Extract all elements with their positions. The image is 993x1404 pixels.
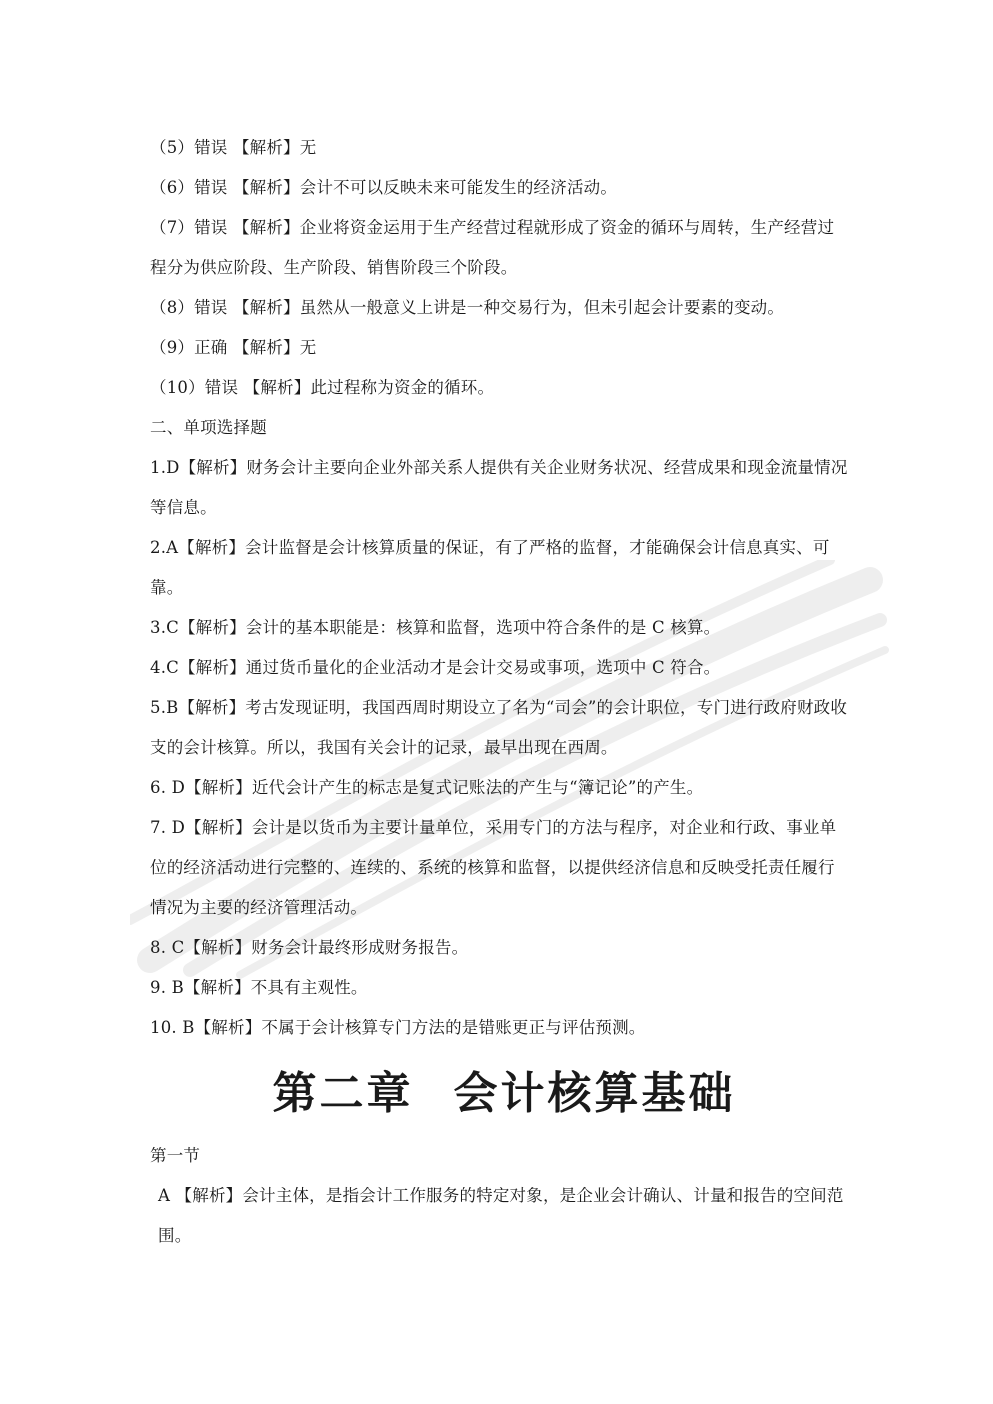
choice-answer-2: 2.A【解析】会计监督是会计核算质量的保证，有了严格的监督，才能确保会计信息真实、可靠。 (150, 538, 830, 597)
section-heading-first: 第一节 (150, 1146, 201, 1165)
choice-answer-4: 4.C【解析】通过货币量化的企业活动才是会计交易或事项，选项中 C 符合。 (150, 658, 721, 677)
section-heading-single-choice: 二、单项选择题 (150, 418, 267, 437)
chapter-title: 会计核算基础 (453, 1068, 736, 1119)
judgment-answer-10: （10）错误 【解析】此过程称为资金的循环。 (150, 378, 495, 397)
choice-answer-7: 7. D【解析】会计是以货币为主要计量单位，采用专门的方法与程序，对企业和行政、事业单位的经济活动进行完整的、连续的、系统的核算和监督，以提供经济信息和反映受托责任履行情况为主要的经济管理活动。 (150, 818, 837, 917)
judgment-answer-9: （9）正确 【解析】无 (150, 338, 317, 357)
judgment-answer-7: （7）错误 【解析】企业将资金运用于生产经营过程就形成了资金的循环与周转，生产经营过程分为供应阶段、生产阶段、销售阶段三个阶段。 (150, 218, 835, 277)
chapter-heading (150, 1062, 850, 1126)
chapter-number: 第二章 (272, 1068, 414, 1119)
choice-answer-6: 6. D【解析】近代会计产生的标志是复式记账法的产生与“簿记论”的产生。 (150, 778, 704, 797)
judgment-answer-6: （6）错误 【解析】会计不可以反映未来可能发生的经济活动。 (150, 178, 618, 197)
choice-answer-1: 1.D【解析】财务会计主要向企业外部关系人提供有关企业财务状况、经营成果和现金流量情况等信息。 (150, 458, 848, 517)
choice-answer-8: 8. C【解析】财务会计最终形成财务报告。 (150, 938, 469, 957)
choice-answer-9: 9. B【解析】不具有主观性。 (150, 978, 368, 997)
judgment-answer-5: （5）错误 【解析】无 (150, 138, 317, 157)
choice-answer-5: 5.B【解析】考古发现证明，我国西周时期设立了名为“司会”的会计职位，专门进行政府财政收支的会计核算。所以，我国有关会计的记录，最早出现在西周。 (150, 698, 848, 757)
judgment-answer-8: （8）错误 【解析】虽然从一般意义上讲是一种交易行为，但未引起会计要素的变动。 (150, 298, 785, 317)
document-body (150, 128, 850, 1256)
choice-answer-10: 10. B【解析】不属于会计核算专门方法的是错账更正与评估预测。 (150, 1018, 646, 1037)
section-one-answer: A 【解析】会计主体，是指会计工作服务的特定对象，是企业会计确认、计量和报告的空间范围。 (158, 1186, 844, 1245)
choice-answer-3: 3.C【解析】会计的基本职能是：核算和监督，选项中符合条件的是 C 核算。 (150, 618, 721, 637)
